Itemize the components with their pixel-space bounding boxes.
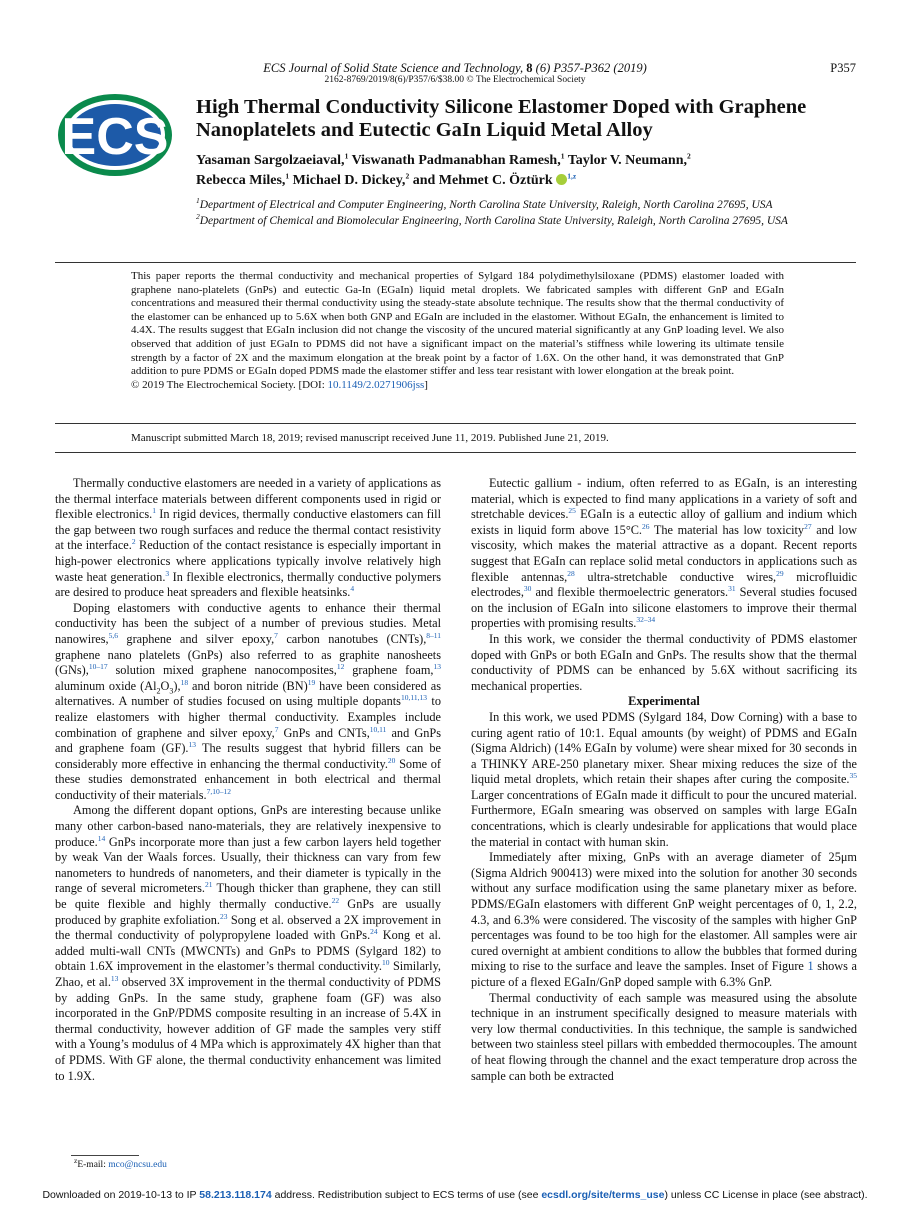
author: Taylor V. Neumann,$^2$ [567,151,691,168]
body-paragraph: Immediately after mixing, GnPs with an average diameter of 25μm (Sigma Aldrich 900413) were mixed into the solution for another 30 seconds without any surface modification using the same planetary mixer as before. PDMS/EGaIn elastomers with different GnP weight percentages of 0, 1, 2.2, 4.3, and 6.3% were considered. The viscosity of the samples with higher GnP percentages was found to be too high for the elastomer. All samples were air cured overnight at ambient conditions to allow the bubbles that formed during mixing to rise to the surface and leave the samples. Inset of Figure 1 shows a picture of a flexed EGaIn/GnP doped sample with 6.3% GnP. [471,850,857,989]
doi-link[interactable]: 10.1149/2.0271906jss [327,378,425,391]
body-paragraph: Thermal conductivity of each sample was measured using the absolute technique in an instrument specifically designed to measure materials with very low thermal conductivities. In this technique, the sample is sandwiched between two stainless steel pillars with embedded thermocouples. The amount of heat flowing through the channel and the exact temperature drop across the sample can both be extracted [471,990,857,1083]
author: and Mehmet C. Öztürk $^{1,z}$ [412,171,577,188]
journal-volume: 8 [526,61,533,75]
author: Viswanath Padmanabhan Ramesh,$^1$ [351,151,565,168]
abstract-top-rule [55,262,856,263]
affiliations [196,198,796,230]
affiliation: $^1$Department of Electrical and Computer Engineering, North Carolina State University, Raleigh, North Carolina 27695, USA [196,196,773,211]
paper-title: High Thermal Conductivity Silicone Elastomer Doped with Graphene Nanoplatelets and Eutectic GaIn Liquid Metal Alloy [196,96,807,141]
author-list [196,151,836,191]
email-link[interactable]: mco@ncsu.edu [108,1160,167,1170]
left-column [55,476,441,1084]
author: Michael D. Dickey,$^2$ [292,171,410,188]
ip-address: 58.213.118.174 [199,1189,272,1201]
right-column [471,476,857,1084]
ecs-logo [56,92,174,178]
body-paragraph: In this work, we consider the thermal conductivity of PDMS elastomer doped with GnPs or both EGaIn and GnPs. The results show that the thermal conductivity of PDMS can be enhanced by 5.6X without sacrificing its mechanical properties. [471,631,857,693]
abstract [131,270,784,392]
journal-citation [0,61,910,76]
body-paragraph: Doping elastomers with conductive agents to enhance their thermal conductivity has been the subject of a number of previous studies. Metal nanowires,$^{5,6}$ graphene and silver epoxy,$^7$ carbon nanotubes (CNTs),$^{8-11}$ graphene nano platelets (GnPs) also referred to as graphite nanosheets (GNs),$^{10-17}$ solution mixed graphene nanocomposites,$^{12}$ graphene foam,$^{13}$ aluminum oxide $(Al_2O_3),^{18}$ and boron nitride (BN)$^{19}$ have been considered as alternatives. A number of studies focused on using multiple dopants$^{10,11,13}$ to realize elastomers with higher thermal conductivity. Examples include combination of graphene and silver epoxy,$^7$ GnPs and CNTs,$^{10,11}$ and GnPs and graphene foam (GF).$^{13}$ The results suggest that hybrid fillers can be considerably more effective in enhancing the thermal conductivity.$^{20}$ Some of these studies demonstrated enhancement in both electrical and thermal conductivity of their materials.$^{7,10-12}$ [55,600,442,802]
body-paragraph: Thermally conductive elastomers are needed in a variety of applications as the thermal interface materials between different components used in rigid or flexible electronics.$^1$ In rigid devices, thermally conductive elastomers can fill the gap between two rough surfaces and reduce the thermal contact resistivity at the interface.$^2$ Reduction of the contact resistance is especially important in high-power electronics where applications typically involve relatively high waste heat generation.$^3$ In flexible electronics, thermally conductive polymers are desired to produce heat spreaders and flexible heatsinks.$^4$ [55,476,442,600]
author: Rebecca Miles,$^1$ [196,171,290,188]
manuscript-dates: Manuscript submitted March 18, 2019; revised manuscript received June 11, 2019. Published June 21, 2019. [131,432,609,444]
terms-link[interactable]: ecsdl.org/site/terms_use [541,1189,665,1201]
journal-name: ECS Journal of Solid State Science and Technology, [263,61,524,75]
abstract-text: This paper reports the thermal conductivity and mechanical properties of Sylgard 184 polydimethylsiloxane (PDMS) elastomer loaded with graphene nano-platelets (GnPs) and eutectic Ga-In (EGaIn) liquid metal droplets. We fabricated samples with different GnP and EGaIn concentrations and measured their thermal conductivity using the steady-state absolute technique. The results show that the thermal conductivity of the elastomer can be enhanced up to 5.6X when both GNP and EGaIn are included in the elastomer. Without EGaIn, the enhancement is limited to 4.4X. The results suggest that EGaIn inclusion did not change the viscosity of the uncured material significantly at any GnP loading level. We also observed that addition of just EGaIn to PDMS did not have a significant impact on the material’s stiffness while lowering its ultimate tensile strength by a factor of 2X and the maximum elongation at the break point by a factor of 1.6X. On the other hand, it was demonstrated that GnP addition to pure PDMS or EGaIn doped PDMS made the elastomer stiffer and less tear resistant with lower elongation at the break point. [131,270,784,378]
body-top-rule [55,452,856,453]
author: Yasaman Sargolzaeiaval,$^1$ [196,151,349,168]
ecs-logo-text: ECS [61,108,169,166]
footnote-rule [71,1155,139,1156]
section-heading: Experimental [628,694,700,709]
page-number: P357 [830,61,856,75]
body-paragraph: Eutectic gallium - indium, often referred to as EGaIn, is an interesting material, which is expected to find many applications in a variety of soft and stretchable devices.$^{25}$ EGaIn is a eutectic alloy of gallium and indium which exists in liquid form above 15°C.$^{26}$ The material has low toxicity$^{27}$ and low viscosity, which makes the material attractive as a dopant. Recent reports suggest that EGaIn can replace solid metal conductors in applications such as flexible antennas,$^{28}$ ultra-stretchable conductive wires,$^{29}$ microfluidic electrodes,$^{30}$ and flexible thermoelectric generators.$^{31}$ Several studies focused on the inclusion of EGaIn into silicone elastomers to improve their thermal properties with promising results.$^{32-34}$ [471,476,858,631]
download-notice: Downloaded on 2019-10-13 to IP 58.213.118.174 address. Redistribution subject to ECS terms of use (see ecsdl.org/site/terms_use) unless CC License in place (see abstract). [42,1189,868,1201]
abstract-bottom-rule [55,423,856,424]
orcid-icon[interactable] [556,174,567,185]
affiliation: $^2$Department of Chemical and Biomolecular Engineering, North Carolina State University, Raleigh, North Carolina 27695, USA [196,212,788,227]
body-paragraph: Among the different dopant options, GnPs are interesting because unlike many other carbon-based nano-materials, they are relatively inexpensive to produce.$^{14}$ GnPs incorporate more than just a few carbon layers held together by weak Van der Waals forces. Usually, their thickness can vary from few nanometers to hundreds of nanometers, and their diameter is typically in the range of several micrometers.$^{21}$ Though thicker than graphene, they can still be quite flexible and highly thermally conductive.$^{22}$ GnPs are usually produced by graphite exfoliation.$^{23}$ Song et al. observed a 2X improvement in the thermal conductivity of polypropylene loaded with GnPs.$^{24}$ Kong et al. added multi-wall CNTs (MWCNTs) and GnPs to PDMS (Sylgard 182) to obtain 1.6X improvement in the elastomer’s thermal conductivity.$^{10}$ Similarly, Zhao, et al.$^{13}$ observed 3X improvement in the thermal conductivity of PDMS by adding GnPs. In the same study, graphene foam (GF) was also incorporated in the GnP/PDMS composite resulting in an increase of 5.4X in thermal conductivity, however addition of GF made the samples very stiff with a Young’s modulus of 4 MPa which is approximately 4X higher than that of PDMS. With GF alone, the thermal conductivity enhancement was limited to 1.9X. [55,803,441,1083]
body-paragraph: In this work, we used PDMS (Sylgard 184, Dow Corning) with a base to curing agent ratio of 10:1. Equal amounts (by weight) of PDMS and EGaIn (Sigma Aldrich) (14% EGaIn by volume) were shear mixed for 30 seconds in a THINKY ARE-250 planetary mixer. Shear mixing reduces the size of the liquid metal droplets, which retain their shapes after curing the composite.$^{35}$ Larger concentrations of EGaIn made it difficult to pour the uncured material. Furthermore, EGaIn smearing was observed on samples with large EGaIn concentrations, which is clearly undesirable for applications that would place the material in contact with human skin. [471,709,857,849]
footnote: $^z$E-mail: mco@ncsu.edu [74,1155,167,1170]
abstract-copyright: © 2019 The Electrochemical Society. [DOI: 10.1149/2.0271906jss] [131,378,428,391]
journal-issue-pages: (6) P357-P362 (2019) [535,61,647,75]
issn-line: 2162-8769/2019/8(6)/P357/6/$38.00 © The Electrochemical Society [324,75,586,85]
